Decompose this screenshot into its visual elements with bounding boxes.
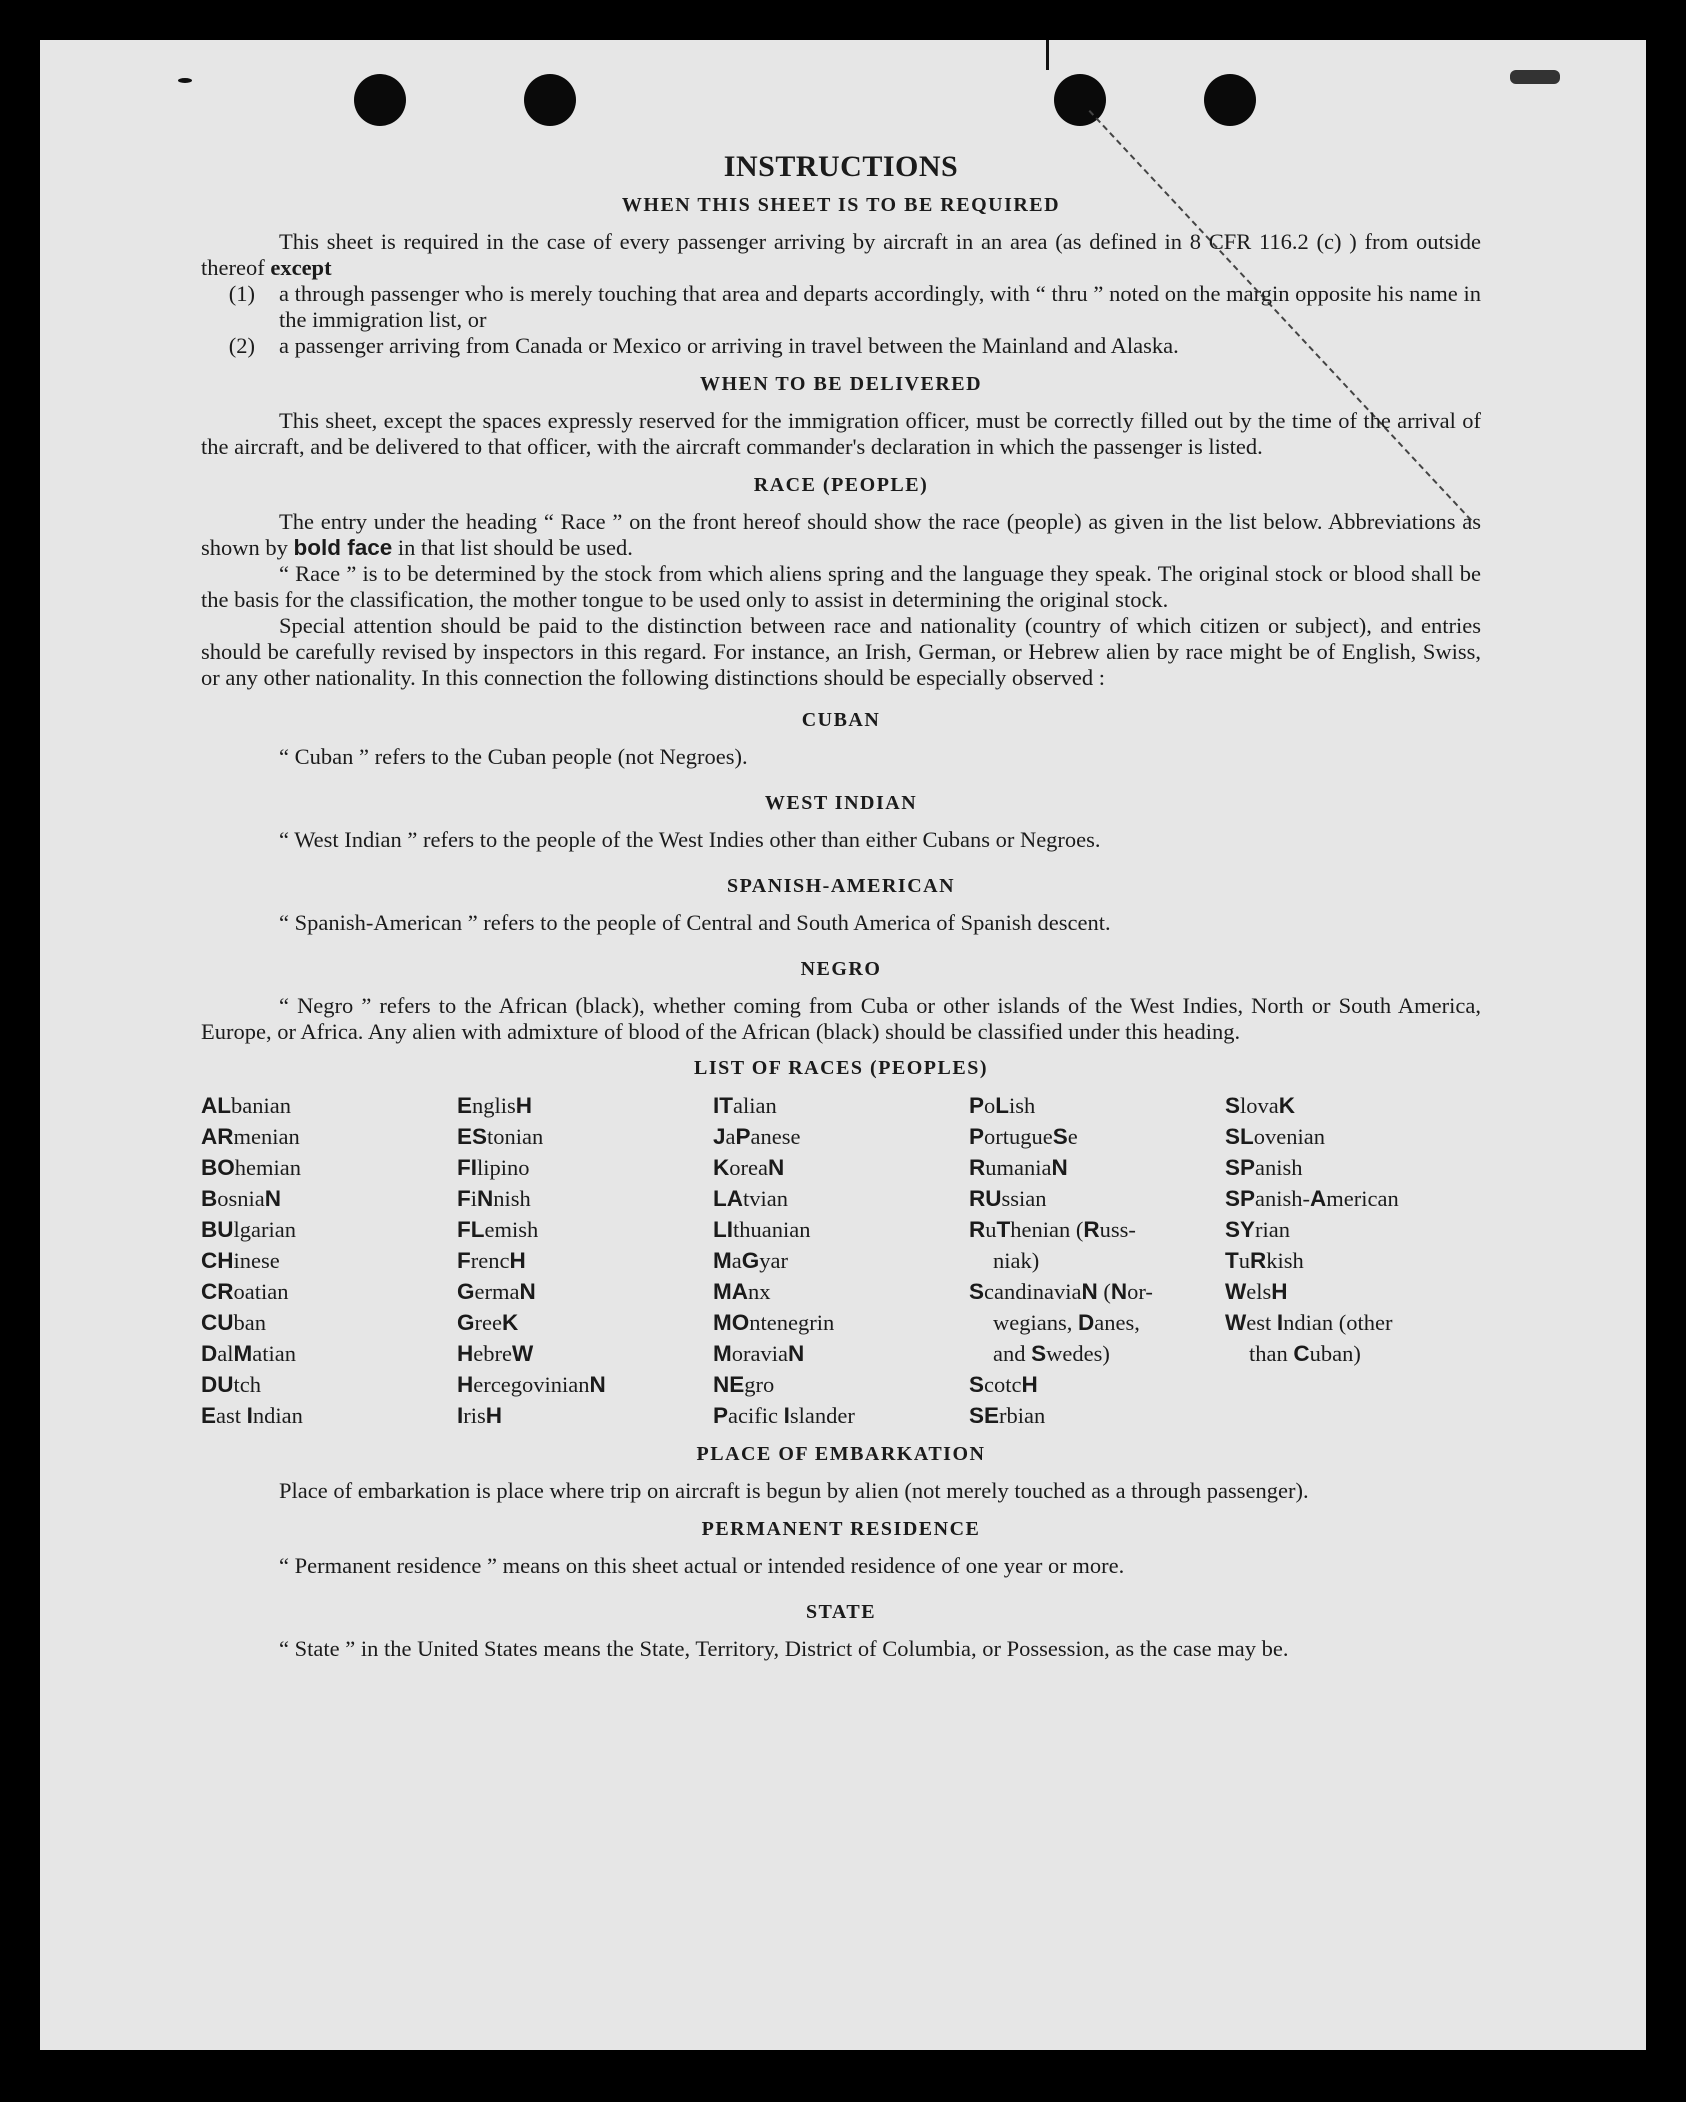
race-entry: JaPanese [713,1124,801,1149]
race-entry: MOntenegrin [713,1310,835,1335]
race-entry: FrencH [457,1248,526,1273]
race-entry: LIthuanian [713,1217,811,1242]
race-entry: GermaN [457,1279,536,1304]
embarkation-text: Place of embarkation is place where trip on aircraft is begun by alien (not merely touched as a through passenger). [279,1478,1309,1503]
instructions-body [201,150,1481,1662]
race-entry: ALbanian [201,1093,291,1118]
race-entry: FIlipino [457,1155,530,1180]
heading-state: STATE [805,1601,877,1623]
race-entry: PortugueSe [969,1124,1078,1149]
race-entry: TuRkish [1225,1248,1304,1273]
race-entry: FLemish [457,1217,539,1242]
race-entry: PoLish [969,1093,1036,1118]
ink-speck [178,78,192,83]
races-column [457,1090,713,1431]
race-entry: DalMatian [201,1341,296,1366]
races-column [969,1090,1225,1431]
race-entry: GreeK [457,1310,519,1335]
race-entry: East Indian [201,1403,303,1428]
ink-speck [1046,40,1049,70]
race-entry: HebreW [457,1341,534,1366]
race-entry: BosniaN [201,1186,281,1211]
race-entry: SPanish [1225,1155,1303,1180]
race-entry: niak) [993,1248,1040,1273]
exception-item-2: (2) a passenger arriving from Canada or Mexico or arriving in travel between the Mainland and Alaska. [228,333,1179,358]
race-entry: ITalian [713,1093,777,1118]
heading-permanent-residence: PERMANENT RESIDENCE [701,1518,981,1540]
when-delivered-text: This sheet, except the spaces expressly reserved for the immigration officer, must be correctly filled out by the time of the arrival of the aircraft, and be delivered to that officer, with the aircraft commander's declaration in which the passenger is listed. [201,408,1481,459]
permanent-residence-text: “ Permanent residence ” means on this sheet actual or intended residence of one year or more. [279,1553,1125,1578]
race-entry: West Indian (other [1225,1310,1393,1335]
cuban-text: “ Cuban ” refers to the Cuban people (not Negroes). [279,744,748,769]
races-column [713,1090,969,1431]
race-entry: SPanish-American [1225,1186,1399,1211]
when-required-intro: This sheet is required in the case of every passenger arriving by aircraft in an area (as defined in 8 CFR 116.2 (c) ) from outside thereof except [201,229,1481,280]
race-entry: MoraviaN [713,1341,805,1366]
race-paragraph-3: Special attention should be paid to the distinction between race and nationality (country of which citizen or subject), and entries should be carefully revised by inspectors in this regard. For instance, an Irish, German, or Hebrew alien by race might be of English, Swiss, or any other nationality. In this connection the following distinctions should be especially observed : [201,613,1481,690]
heading-embarkation: PLACE OF EMBARKATION [696,1443,986,1465]
race-entry: CUban [201,1310,266,1335]
punch-hole [354,74,406,126]
race-entry: SLovenian [1225,1124,1325,1149]
race-entry: MAnx [713,1279,771,1304]
page-title: INSTRUCTIONS [723,150,959,183]
race-paragraph-1: The entry under the heading “ Race ” on the front hereof should show the race (people) as given in the list below. Abbreviations as shown by bold face in that list should be used. [201,509,1481,560]
race-entry: BOhemian [201,1155,301,1180]
race-entry: FiNnish [457,1186,531,1211]
race-entry: wegians, Danes, [993,1310,1140,1335]
race-paragraph-2: “ Race ” is to be determined by the stock from which aliens spring and the language they speak. The original stock or blood shall be the basis for the classification, the mother tongue to be used only to assist in determining the original stock. [201,561,1481,612]
punch-hole [524,74,576,126]
race-entry: SlovaK [1225,1093,1296,1118]
exception-item-1: (1) a through passenger who is merely touching that area and departs accordingly, with “ thru ” noted on the margin opposite his name in the immigration list, or [228,281,1481,332]
race-entry: WelsH [1225,1279,1288,1304]
state-text: “ State ” in the United States means the State, Territory, District of Columbia, or Possession, as the case may be. [279,1636,1289,1661]
race-entry: EnglisH [457,1093,533,1118]
ink-speck [1510,70,1560,84]
heading-cuban: CUBAN [801,709,881,731]
heading-list-of-races: LIST OF RACES (PEOPLES) [693,1057,988,1079]
race-entry: LAtvian [713,1186,788,1211]
race-entry: RumaniaN [969,1155,1068,1180]
race-entry: Pacific Islander [713,1403,855,1428]
punch-hole [1204,74,1256,126]
heading-when-delivered: WHEN TO BE DELIVERED [699,373,983,395]
heading-race: RACE (PEOPLE) [753,474,929,496]
race-entry: ScandinaviaN (Nor- [969,1279,1153,1304]
race-entry: IrisH [457,1403,503,1428]
race-entry: ARmenian [201,1124,300,1149]
heading-spanish-american: SPANISH-AMERICAN [726,875,956,897]
heading-negro: NEGRO [800,958,882,980]
race-entry: EStonian [457,1124,544,1149]
heading-when-required: WHEN THIS SHEET IS TO BE REQUIRED [621,194,1061,216]
race-entry: than Cuban) [1249,1341,1361,1366]
spanish-american-text: “ Spanish-American ” refers to the people of Central and South America of Spanish descent. [279,910,1111,935]
negro-text: “ Negro ” refers to the African (black), whether coming from Cuba or other islands of the West Indies, North or South America, Europe, or Africa. Any alien with admixture of blood of the African (black) should be classified under this heading. [201,993,1481,1044]
race-entry: DUtch [201,1372,261,1397]
race-entry: and Swedes) [993,1341,1110,1366]
races-column [1225,1090,1481,1431]
race-entry: CRoatian [201,1279,289,1304]
race-entry: RUssian [969,1186,1047,1211]
race-entry: ScotcH [969,1372,1038,1397]
race-entry: BUlgarian [201,1217,296,1242]
race-entry: SErbian [969,1403,1046,1428]
race-entry: KoreaN [713,1155,785,1180]
race-entry: HercegovinianN [457,1372,606,1397]
heading-west-indian: WEST INDIAN [764,792,918,814]
west-indian-text: “ West Indian ” refers to the people of the West Indies other than either Cubans or Negroes. [279,827,1101,852]
races-table [201,1090,1481,1431]
race-entry: NEgro [713,1372,775,1397]
races-column [201,1090,457,1431]
race-entry: SYrian [1225,1217,1291,1242]
race-entry: RuThenian (Russ- [969,1217,1136,1242]
race-entry: CHinese [201,1248,280,1273]
race-entry: MaGyar [713,1248,788,1273]
